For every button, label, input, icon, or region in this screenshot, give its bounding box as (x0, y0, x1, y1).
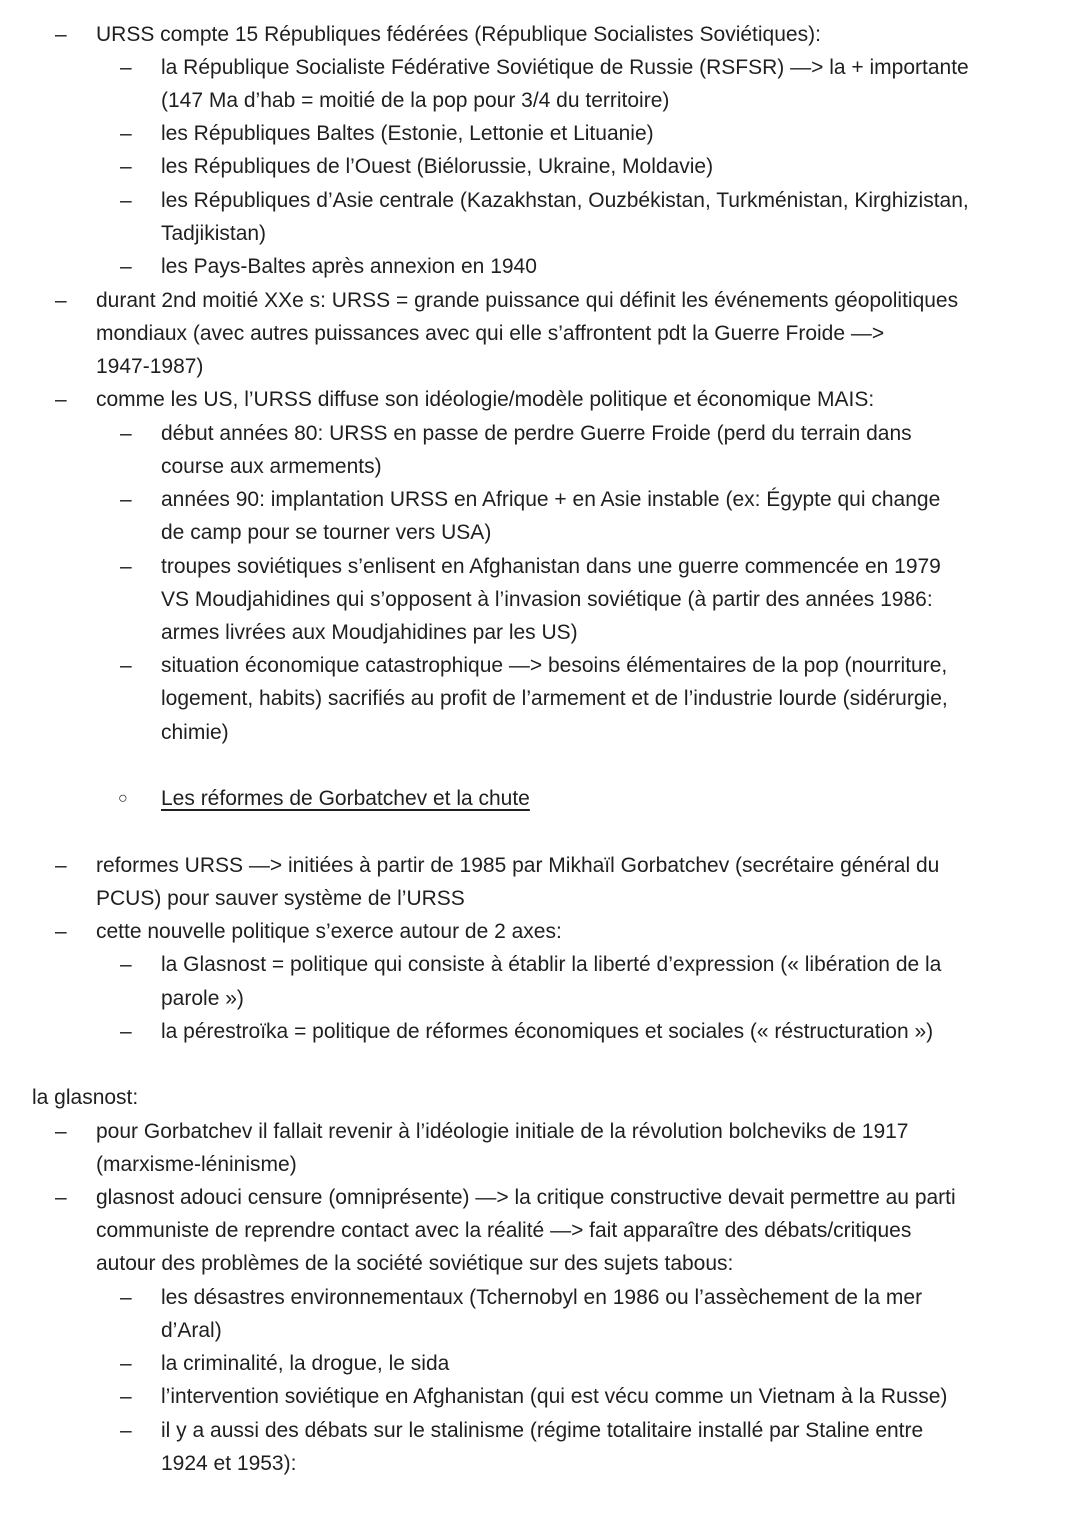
list-item-text: la pérestroïka = politique de réformes économiques et sociales (« réstructuration ») (161, 1020, 934, 1043)
list-item-text: troupes soviétiques s’enlisent en Afghanistan dans une guerre commencée en 1979 (161, 555, 941, 578)
list-item-text: PCUS) pour sauver système de l’URSS (96, 887, 465, 910)
list-item-text: (147 Ma d’hab = moitié de la pop pour 3/4 du territoire) (161, 89, 670, 112)
bullet-dash-icon: – (55, 920, 67, 943)
list-item-text: comme les US, l’URSS diffuse son idéologie/modèle politique et économique MAIS: (96, 388, 875, 411)
list-item-text: Tadjikistan) (161, 222, 267, 245)
list-item-text: parole ») (161, 987, 244, 1010)
paragraph-label: la glasnost: (32, 1086, 139, 1109)
list-item-text: (marxisme-léninisme) (96, 1153, 297, 1176)
list-item-text: la Glasnost = politique qui consiste à établir la liberté d’expression (« libération de la (161, 953, 942, 976)
list-item-text: les Pays-Baltes après annexion en 1940 (161, 255, 537, 278)
list-item-text: 1924 et 1953): (161, 1452, 297, 1475)
bullet-dash-icon: – (55, 289, 67, 312)
bullet-dash-icon: – (120, 255, 132, 278)
bullet-dash-icon: – (55, 1120, 67, 1143)
bullet-dash-icon: – (120, 1020, 132, 1043)
bullet-dash-icon: – (120, 953, 132, 976)
list-item-text: armes livrées aux Moudjahidines par les US) (161, 621, 578, 644)
list-item-text: course aux armements) (161, 455, 382, 478)
list-item-text: les Républiques d’Asie centrale (Kazakhstan, Ouzbékistan, Turkménistan, Kirghizistan, (161, 189, 969, 212)
bullet-dash-icon: – (120, 654, 132, 677)
list-item-text: les Républiques de l’Ouest (Biélorussie, Ukraine, Moldavie) (161, 155, 714, 178)
bullet-dash-icon: – (120, 155, 132, 178)
list-item-text: chimie) (161, 721, 229, 744)
list-item-text: situation économique catastrophique —> besoins élémentaires de la pop (nourriture, (161, 654, 948, 677)
list-item-text: de camp pour se tourner vers USA) (161, 521, 492, 544)
list-item-text: glasnost adouci censure (omniprésente) —> la critique constructive devait permettre au parti (96, 1186, 956, 1209)
bullet-dash-icon: – (120, 1352, 132, 1375)
list-item-text: 1947-1987) (96, 355, 204, 378)
list-item-text: logement, habits) sacrifiés au profit de l’armement et de l’industrie lourde (sidérurgie, (161, 687, 948, 710)
section-heading: Les réformes de Gorbatchev et la chute (161, 787, 530, 810)
list-item-text: pour Gorbatchev il fallait revenir à l’idéologie initiale de la révolution bolcheviks de 1917 (96, 1120, 909, 1143)
list-item-text: les Républiques Baltes (Estonie, Lettonie et Lituanie) (161, 122, 654, 145)
list-item-text: années 90: implantation URSS en Afrique + en Asie instable (ex: Égypte qui change (161, 488, 941, 511)
list-item-text: la République Socialiste Fédérative Soviétique de Russie (RSFSR) —> la + importante (161, 56, 969, 79)
bullet-dash-icon: – (55, 854, 67, 877)
list-item-text: d’Aral) (161, 1319, 222, 1342)
bullet-dash-icon: – (55, 1186, 67, 1209)
bullet-dash-icon: – (120, 555, 132, 578)
bullet-dash-icon: – (120, 189, 132, 212)
bullet-dash-icon: – (120, 122, 132, 145)
bullet-dash-icon: – (120, 422, 132, 445)
list-item-text: mondiaux (avec autres puissances avec qui elle s’affrontent pdt la Guerre Froide —> (96, 322, 885, 345)
list-item-text: autour des problèmes de la société soviétique sur des sujets tabous: (96, 1252, 734, 1275)
list-item-text: les désastres environnementaux (Tchernobyl en 1986 ou l’assèchement de la mer (161, 1286, 923, 1309)
bullet-dash-icon: – (55, 388, 67, 411)
bullet-dash-icon: – (55, 23, 67, 46)
list-item-text: reformes URSS —> initiées à partir de 1985 par Mikhaïl Gorbatchev (secrétaire général du (96, 854, 940, 877)
list-item-text: durant 2nd moitié XXe s: URSS = grande puissance qui définit les événements géopolitiques (96, 289, 959, 312)
list-item-text: cette nouvelle politique s’exerce autour de 2 axes: (96, 920, 562, 943)
list-item-text: URSS compte 15 Républiques fédérées (République Socialistes Soviétiques): (96, 23, 821, 46)
list-item-text: communiste de reprendre contact avec la réalité —> fait apparaître des débats/critiques (96, 1219, 912, 1242)
bullet-dash-icon: – (120, 1385, 132, 1408)
bullet-dash-icon: – (120, 1286, 132, 1309)
bullet-dash-icon: – (120, 488, 132, 511)
circle-bullet-icon: ○ (118, 790, 128, 807)
bullet-dash-icon: – (120, 1419, 132, 1442)
bullet-dash-icon: – (120, 56, 132, 79)
list-item-text: début années 80: URSS en passe de perdre Guerre Froide (perd du terrain dans (161, 422, 912, 445)
list-item-text: l’intervention soviétique en Afghanistan (qui est vécu comme un Vietnam à la Russe) (161, 1385, 948, 1408)
list-item-text: la criminalité, la drogue, le sida (161, 1352, 450, 1375)
list-item-text: il y a aussi des débats sur le stalinisme (régime totalitaire installé par Staline entre (161, 1419, 924, 1442)
list-item-text: VS Moudjahidines qui s’opposent à l’invasion soviétique (à partir des années 1986: (161, 588, 933, 611)
